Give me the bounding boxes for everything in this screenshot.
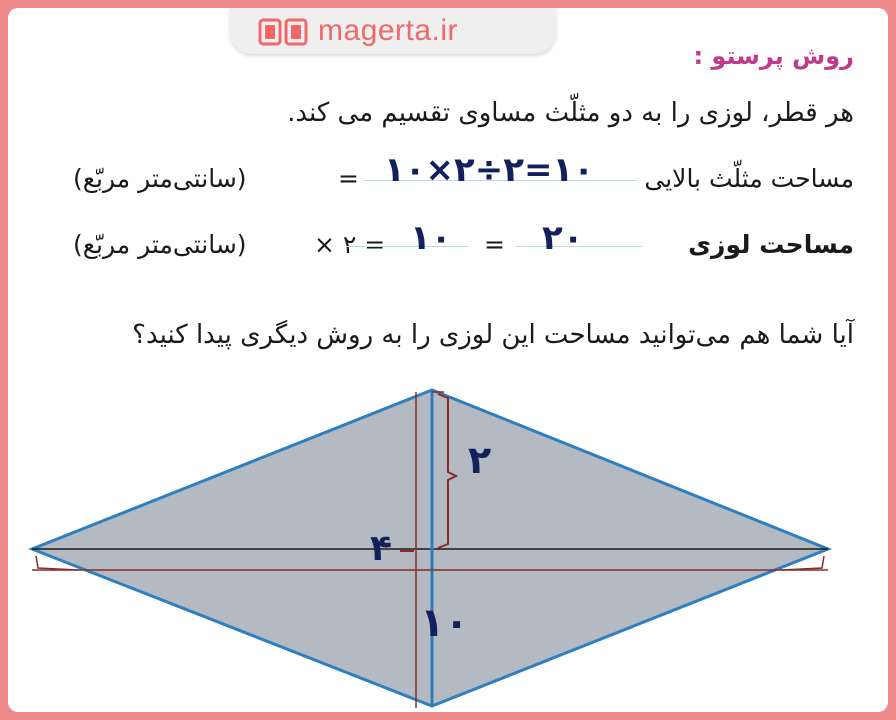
row1-label: مساحت مثلّث بالایی: [644, 164, 854, 193]
rhombus-shape: [32, 390, 828, 706]
row2-label: مساحت لوزی: [688, 230, 854, 259]
question-text: آیا شما هم می‌توانید مساحت این لوزی را به روش دیگری پیدا کنید؟: [132, 320, 854, 350]
label-top-segment: ۲: [468, 438, 492, 482]
rhombus-figure: [8, 8, 888, 712]
intro-line: هر قطر، لوزی را به دو مثلّث مساوی تقسیم می کند.: [287, 98, 854, 128]
method-title: روش پرستو :: [693, 42, 854, 70]
row2-handwritten-a: ۱۰: [410, 218, 452, 258]
label-bottom-segment: ۱۰: [420, 600, 469, 646]
row1-unit: (سانتی‌متر مربّع): [73, 164, 247, 193]
row2-multiplier: = ۲ ×: [314, 230, 386, 259]
row2-handwritten-b: ۲۰: [542, 218, 584, 258]
row1-handwritten-answer: ۱۰×۲÷۲=۱۰: [384, 150, 594, 190]
textbook-page: [8, 8, 888, 712]
row2-unit: (سانتی‌متر مربّع): [73, 230, 247, 259]
row2-equals: =: [484, 230, 505, 259]
label-left-segment: ۴: [370, 528, 392, 569]
row1-equals: =: [338, 164, 359, 193]
logo-text: magerta.ir: [318, 14, 459, 47]
